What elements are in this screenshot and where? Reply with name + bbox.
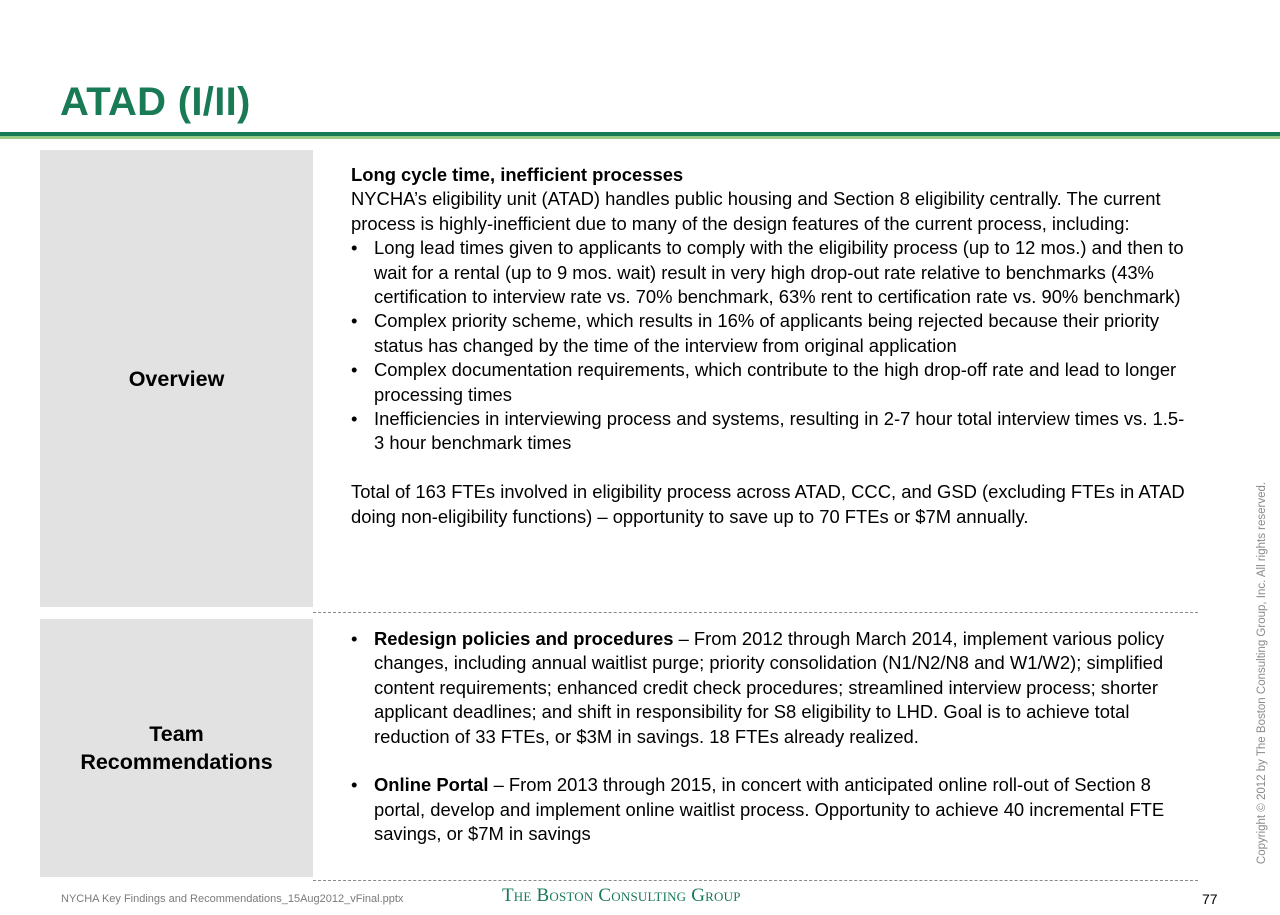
overview-label: Overview <box>128 366 225 391</box>
slide-title: ATAD (I/II) <box>60 80 251 124</box>
recommendation-item <box>351 627 1191 749</box>
copyright-notice: Copyright © 2012 by The Boston Consulting Group, Inc. All rights reserved. <box>1256 481 1268 865</box>
recommendation-text: – From 2013 through 2015, in concert with anticipated online roll-out of Section 8 portal, develop and implement online waitlist process. Opportunity to achieve 40 incremental FTE savings, or $7M in savings <box>374 774 1165 845</box>
bcg-logo: The Boston Consulting Group <box>502 885 741 906</box>
overview-intro: NYCHA’s eligibility unit (ATAD) handles public housing and Section 8 eligibility centrally. The current process is highly-inefficient due to many of the design features of the current process, including: <box>351 188 1161 234</box>
recommendation-title: Redesign policies and procedures <box>374 628 674 649</box>
overview-bullet: • Inefficiencies in interviewing process and systems, resulting in 2-7 hour total interview times vs. 1.5-3 hour benchmark times <box>351 407 1191 456</box>
overview-bullet-list <box>351 236 1191 456</box>
overview-bullet: • Long lead times given to applicants to comply with the eligibility process (up to 12 mos.) and then to wait for a rental (up to 9 mos. wait) result in very high drop-out rate relative to benchmarks (43% certification to interview rate vs. 70% benchmark, 63% rent to certification rate vs. 90% benchmark) <box>351 236 1191 309</box>
bottom-divider <box>313 880 1198 881</box>
team-label-line1: Team <box>149 722 204 746</box>
overview-bullet: • Complex documentation requirements, which contribute to the high drop-off rate and lead to longer processing times <box>351 358 1191 407</box>
overview-content <box>351 163 1191 529</box>
team-label-box <box>40 619 313 877</box>
overview-label-box <box>40 150 313 607</box>
recommendation-text: – From 2012 through March 2014, implement various policy changes, including annual waitlist purge; priority consolidation (N1/N2/N8 and W1/W2); simplified content requirements; enhanced credit check procedures; streamlined interview process; shorter applicant deadlines; and shift in responsibility for S8 eligibility to LHD. Goal is to achieve total reduction of 33 FTEs, or $3M in savings. 18 FTEs already realized. <box>374 628 1165 747</box>
recommendation-item <box>351 773 1191 846</box>
footer-filename: NYCHA Key Findings and Recommendations_15Aug2012_vFinal.pptx <box>61 893 404 905</box>
overview-heading: Long cycle time, inefficient processes <box>351 164 684 185</box>
spacer <box>351 456 1191 480</box>
overview-bullet: • Complex priority scheme, which results in 16% of applicants being rejected because their priority status has changed by the time of the interview from original application <box>351 309 1191 358</box>
team-label <box>80 720 272 776</box>
overview-summary: Total of 163 FTEs involved in eligibility process across ATAD, CCC, and GSD (excluding FTEs in ATAD doing non-eligibility functions) – opportunity to save up to 70 FTEs or $7M annually. <box>351 481 1185 527</box>
team-content <box>351 627 1191 847</box>
team-label-line2: Recommendations <box>80 750 273 774</box>
page-number: 77 <box>1202 891 1218 907</box>
recommendation-title: Online Portal <box>374 774 489 796</box>
section-divider <box>313 612 1198 613</box>
title-rule-accent <box>0 136 1280 139</box>
recommendation-list <box>351 627 1191 847</box>
